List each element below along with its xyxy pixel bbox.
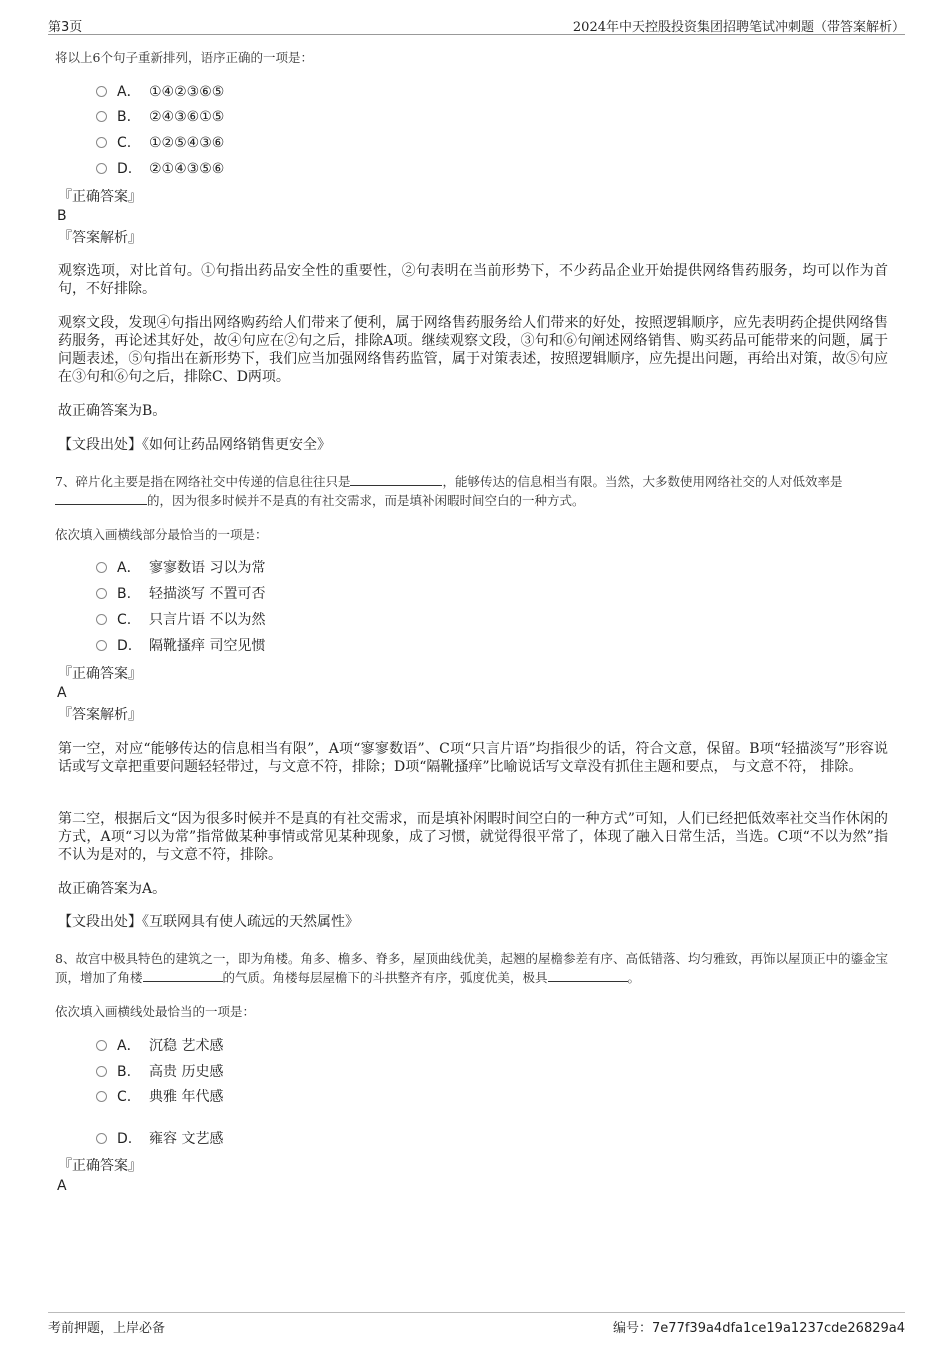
radio-icon[interactable]	[96, 86, 107, 97]
q7-option-d[interactable]: D. 隔靴搔痒 司空见惯	[96, 636, 265, 656]
page-header	[48, 16, 905, 35]
q6-answer: B	[57, 208, 67, 224]
q7-analysis-p2: 第二空，根据后文“因为很多时候并不是真的有社交需求，而是填补闲暇时间空白的一种方式”可知，人们已经把低效率社交当作休闲的方式，A项“习以为常”指常做某种事情或常见某种现象，成了习惯，就觉得很平常了，体现了融入日常生活，当选。C项“不以为然”指不认为是对的，与文意不符，排除。	[58, 811, 888, 863]
q6-prompt: 将以上6个句子重新排列，语序正确的一项是：	[55, 50, 313, 65]
fill-blank	[55, 492, 147, 505]
q7-source: 【文段出处】《互联网具有使人疏远的天然属性》	[58, 914, 359, 930]
q6-source: 【文段出处】《如何让药品网络销售更安全》	[58, 437, 331, 453]
q8-option-b[interactable]: B. 高贵 历史感	[96, 1062, 223, 1082]
radio-icon[interactable]	[96, 1091, 107, 1102]
q8-answer: A	[57, 1178, 67, 1194]
q7-option-b[interactable]: B. 轻描淡写 不置可否	[96, 584, 265, 604]
q8-stem: 8、故宫中极具特色的建筑之一，即为角楼。角多、檐多、脊多，屋顶曲线优美，起翘的屋檐参差有序、高低错落、均匀雅致，再饰以屋顶正中的鎏金宝顶，增加了角楼 的气质。角楼每层屋檐下的斗拱整齐有序，弧度优美，极具 。	[55, 951, 888, 985]
radio-icon[interactable]	[96, 640, 107, 651]
q6-answer-label: 『正确答案』	[58, 189, 142, 205]
footer-slogan: 考前押题，上岸必备	[48, 1321, 166, 1336]
q6-option-d[interactable]: D. ②①④③⑤⑥	[96, 159, 224, 179]
q8-answer-label: 『正确答案』	[58, 1158, 142, 1174]
radio-icon[interactable]	[96, 137, 107, 148]
q7-answer-label: 『正确答案』	[58, 666, 142, 682]
q7-analysis-label: 『答案解析』	[58, 707, 142, 723]
page-number: 第3页	[48, 20, 83, 35]
q8-option-c[interactable]: C. 典雅 年代感	[96, 1087, 223, 1107]
q6-option-c[interactable]: C. ①②⑤④③⑥	[96, 133, 224, 153]
q7-prompt: 依次填入画横线部分最恰当的一项是：	[55, 527, 268, 542]
q7-answer: A	[57, 685, 67, 701]
fill-blank	[350, 473, 442, 486]
radio-icon[interactable]	[96, 1133, 107, 1144]
q7-option-c[interactable]: C. 只言片语 不以为然	[96, 610, 265, 630]
q7-stem: 7、碎片化主要是指在网络社交中传递的信息往往只是 ，能够传达的信息相当有限。当然，大多数使用网络社交的人对低效率是的，因为很多时候并不是真的有社交需求，而是填补闲暇时间空白的一种方式。	[55, 474, 843, 508]
radio-icon[interactable]	[96, 562, 107, 573]
radio-icon[interactable]	[96, 588, 107, 599]
q6-analysis-p2: 观察文段，发现④句指出网络购药给人们带来了便利，属于网络售药服务给人们带来的好处，按照逻辑顺序，应先表明药企提供网络售药服务，再论述其好处，故④句应在②句之后，排除A项。继续观察文段，③句和⑥句阐述网络销售、购买药品可能带来的问题，属于问题表述，⑤句指出在新形势下，我们应当加强网络售药监管，属于对策表述，按照逻辑顺序，应先提出问题，再给出对策，故⑤句应在③句和⑥句之后，排除C、D两项。	[58, 315, 888, 385]
q7-option-a[interactable]: A． 寥寥数语 习以为常	[96, 558, 265, 578]
q7-analysis-p3: 故正确答案为A。	[58, 881, 167, 897]
q7-analysis-p1: 第一空，对应“能够传达的信息相当有限”，A项“寥寥数语”、C项“只言片语”均指很少的话，符合文意，保留。B项“轻描淡写”形容说话或写文章把重要问题轻轻带过，与文意不符，排除；D项“隔靴搔痒”比喻说话写文章没有抓住主题和要点， 与文意不符， 排除。	[58, 741, 888, 775]
radio-icon[interactable]	[96, 163, 107, 174]
footer-serial: 编号：7e77f39a4dfa1ce19a1237cde26829a4	[613, 1321, 905, 1336]
radio-icon[interactable]	[96, 111, 107, 122]
q8-prompt: 依次填入画横线处最恰当的一项是：	[55, 1004, 256, 1019]
fill-blank	[548, 969, 628, 982]
radio-icon[interactable]	[96, 1040, 107, 1051]
q6-option-b[interactable]: B. ②④③⑥①⑤	[96, 107, 224, 127]
q8-option-a[interactable]: A． 沉稳 艺术感	[96, 1036, 223, 1056]
q6-analysis-p3: 故正确答案为B。	[58, 403, 167, 419]
radio-icon[interactable]	[96, 614, 107, 625]
radio-icon[interactable]	[96, 1066, 107, 1077]
serial-number: 7e77f39a4dfa1ce19a1237cde26829a4	[652, 1321, 905, 1336]
q6-option-a[interactable]: A． ①④②③⑥⑤	[96, 82, 224, 102]
fill-blank	[143, 969, 223, 982]
q8-option-d[interactable]: D. 雍容 文艺感	[96, 1129, 223, 1149]
page-footer	[48, 1312, 905, 1336]
q6-analysis-label: 『答案解析』	[58, 230, 142, 246]
document-title: 2024年中天控股投资集团招聘笔试冲刺题（带答案解析）	[572, 20, 905, 35]
q6-analysis-p1: 观察选项，对比首句。①句指出药品安全性的重要性，②句表明在当前形势下，不少药品企业开始提供网络售药服务，均可以作为首句，不好排除。	[58, 263, 888, 297]
